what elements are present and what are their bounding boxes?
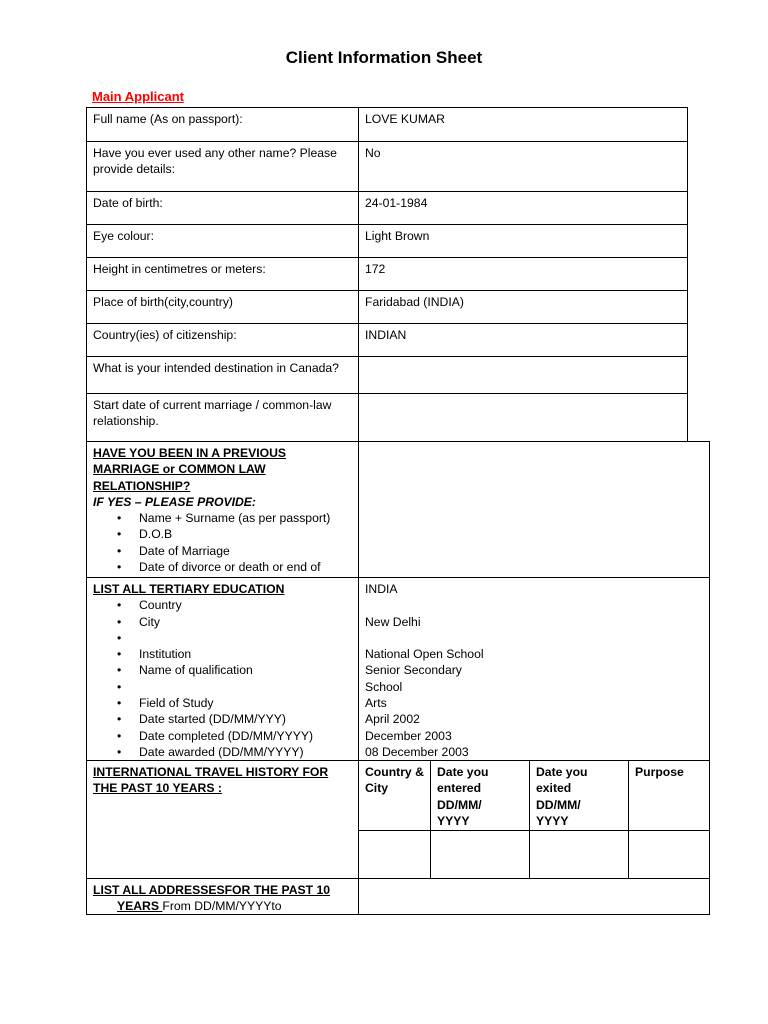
row-value-eye-colour[interactable] [358, 224, 688, 258]
travel-col-country [358, 760, 431, 831]
label-text: Eye colour: [93, 229, 154, 243]
list-item: • City [93, 614, 352, 630]
label-text: Country(ies) of citizenship: [93, 328, 237, 342]
previous-marriage-list [93, 510, 352, 578]
value-text: Faridabad (INDIA) [365, 295, 464, 309]
education-label [86, 577, 359, 761]
label-text: What is your intended destination in Canada? [93, 361, 339, 375]
list-item: • Name + Surname (as per passport) [93, 510, 352, 526]
addresses-heading-tail: YEARS [117, 899, 163, 914]
row-label-citizenship [86, 323, 359, 357]
travel-heading: INTERNATIONAL TRAVEL HISTORY FOR THE PAST 10 YEARS : [93, 765, 329, 796]
education-field: Arts [365, 696, 387, 711]
list-spacer [93, 630, 352, 646]
list-item: • Date awarded (DD/MM/YYYY) [93, 744, 352, 760]
travel-col-exited [529, 760, 629, 831]
previous-marriage-heading: HAVE YOU BEEN IN A PREVIOUS MARRIAGE or COMMON LAW RELATIONSHIP? [93, 446, 287, 493]
label-text: Start date of current marriage / common-law relationship. [93, 398, 332, 429]
education-started: April 2002 [365, 712, 420, 727]
column-header: Date you entered DD/MM/ YYYY [437, 765, 489, 828]
from-text: From DD/MM/YYYYto [162, 899, 282, 914]
list-item: • Name of qualification [93, 662, 352, 678]
row-value-citizenship[interactable] [358, 323, 688, 357]
education-city: New Delhi [365, 614, 421, 629]
previous-marriage-value[interactable] [358, 441, 710, 578]
row-value-full-name[interactable] [358, 107, 688, 142]
addresses-heading [93, 882, 352, 898]
travel-col-entered [430, 760, 530, 831]
addresses-label [86, 878, 359, 915]
previous-marriage-subheading: IF YES – PLEASE PROVIDE: [93, 494, 256, 509]
list-item: • Field of Study [93, 695, 352, 711]
row-value-destination[interactable] [358, 356, 688, 394]
education-awarded: 08 December 2003 [365, 744, 469, 759]
column-header: Purpose [635, 765, 684, 779]
travel-label [86, 760, 359, 879]
education-list [93, 597, 352, 760]
label-text: Have you ever used any other name? Please provide details: [93, 146, 337, 177]
section-label-main-applicant: Main Applicant [92, 89, 184, 104]
row-value-dob[interactable] [358, 191, 688, 225]
row-label-marriage-start [86, 393, 359, 442]
education-values[interactable] [358, 577, 710, 761]
list-item: • D.O.B [93, 526, 352, 542]
row-label-eye-colour [86, 224, 359, 258]
list-item: • Date started (DD/MM/YYY) [93, 711, 352, 727]
previous-marriage-label [86, 441, 359, 578]
row-label-height [86, 257, 359, 291]
label-text: Height in centimetres or meters: [93, 262, 266, 276]
list-item: • Date of divorce or death or end of [93, 559, 352, 578]
label-text: Date of birth: [93, 196, 163, 210]
row-value-height[interactable] [358, 257, 688, 291]
value-text: LOVE KUMAR [365, 112, 445, 126]
list-item: • Institution [93, 646, 352, 662]
travel-cell-exited[interactable] [529, 830, 629, 879]
row-label-dob [86, 191, 359, 225]
spacer [365, 630, 703, 646]
travel-cell-purpose[interactable] [628, 830, 710, 879]
row-label-full-name [86, 107, 359, 142]
row-label-place-of-birth [86, 290, 359, 324]
education-qualification: Senior Secondary School [365, 663, 462, 694]
column-header: Country & City [365, 765, 424, 796]
travel-cell-entered[interactable] [430, 830, 530, 879]
addresses-value[interactable] [358, 878, 710, 915]
row-value-place-of-birth[interactable] [358, 290, 688, 324]
column-header: Date you exited DD/MM/ YYYY [536, 765, 588, 828]
travel-col-purpose [628, 760, 710, 831]
row-label-destination [86, 356, 359, 394]
travel-cell-country[interactable] [358, 830, 431, 879]
value-text: INDIAN [365, 328, 407, 342]
list-spacer [93, 679, 352, 695]
row-label-other-name [86, 141, 359, 192]
addresses-from [93, 898, 352, 914]
value-text: 172 [365, 262, 386, 276]
list-item: • Country [93, 597, 352, 613]
list-item: • Date of Marriage [93, 543, 352, 559]
value-text: 24-01-1984 [365, 196, 428, 210]
education-heading: LIST ALL TERTIARY EDUCATION [93, 582, 285, 596]
label-text: Full name (As on passport): [93, 112, 243, 126]
education-completed: December 2003 [365, 728, 452, 743]
value-text: No [365, 146, 381, 160]
addresses-heading-text: LIST ALL ADDRESSESFOR THE PAST 10 [93, 883, 331, 897]
page-title: Client Information Sheet [285, 48, 483, 67]
row-value-other-name[interactable] [358, 141, 688, 192]
education-institution: National Open School [365, 647, 484, 662]
label-text: Place of birth(city,country) [93, 295, 233, 309]
education-country: INDIA [365, 582, 398, 596]
list-item: • Date completed (DD/MM/YYYY) [93, 728, 352, 744]
spacer [365, 597, 703, 613]
value-text: Light Brown [365, 229, 430, 243]
row-value-marriage-start[interactable] [358, 393, 688, 442]
